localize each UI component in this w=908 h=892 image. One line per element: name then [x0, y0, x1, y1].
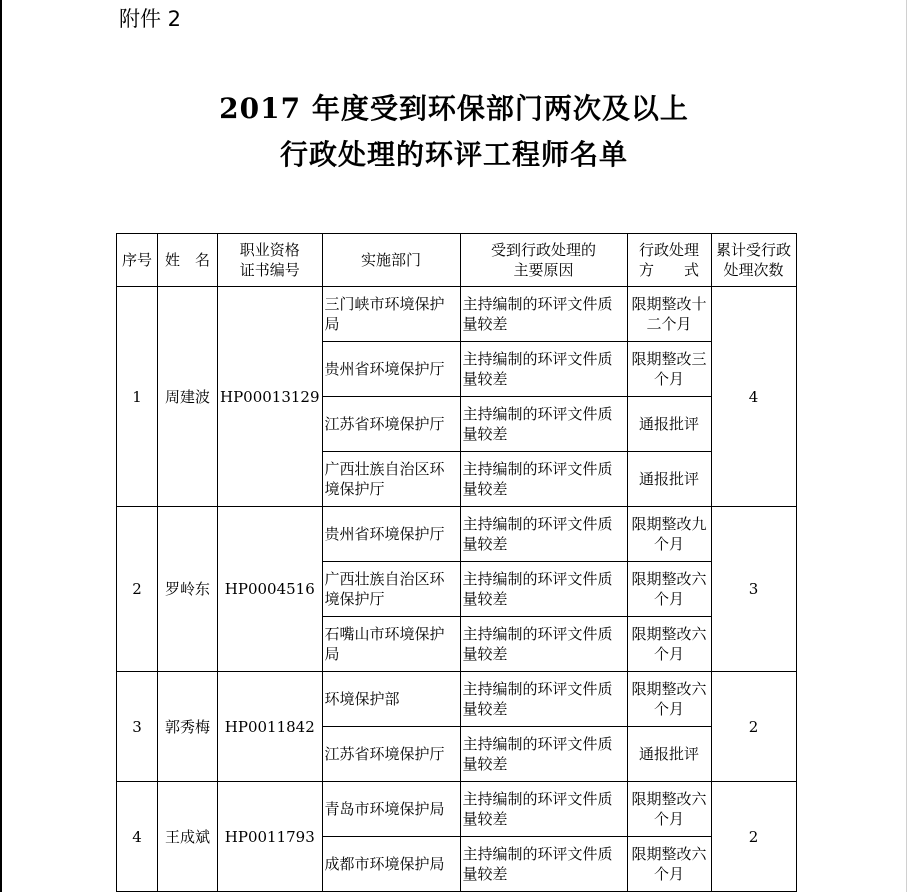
action-reason: 主持编制的环评文件质量较差: [460, 672, 627, 727]
action-dept: 环境保护部: [322, 672, 460, 727]
action-reason: 主持编制的环评文件质量较差: [460, 342, 627, 397]
action-reason: 主持编制的环评文件质量较差: [460, 397, 627, 452]
engineer-cert: HP0011793: [218, 782, 323, 892]
action-method: 通报批评: [627, 397, 711, 452]
header-index: 序号: [117, 234, 158, 287]
action-dept: 江苏省环境保护厅: [322, 397, 460, 452]
engineer-index: 4: [117, 782, 158, 892]
engineer-list-table: [116, 233, 797, 892]
action-reason: 主持编制的环评文件质量较差: [460, 617, 627, 672]
action-reason: 主持编制的环评文件质量较差: [460, 562, 627, 617]
engineer-count: 2: [711, 782, 796, 892]
engineer-count: 3: [711, 507, 796, 672]
page-left-border: [0, 0, 2, 892]
engineer-count: 2: [711, 672, 796, 782]
engineer-index: 2: [117, 507, 158, 672]
table-header-row: [117, 234, 797, 287]
page-right-edge: [906, 0, 907, 892]
engineer-index: 3: [117, 672, 158, 782]
action-method: 通报批评: [627, 727, 711, 782]
engineer-cert: HP0004516: [218, 507, 323, 672]
action-reason: 主持编制的环评文件质量较差: [460, 507, 627, 562]
attachment-label: 附件 2: [119, 7, 182, 31]
action-dept: 成都市环境保护局: [322, 837, 460, 892]
action-dept: 青岛市环境保护局: [322, 782, 460, 837]
action-dept: 石嘴山市环境保护局: [322, 617, 460, 672]
engineer-name: 王成斌: [158, 782, 218, 892]
action-dept: 三门峡市环境保护局: [322, 287, 460, 342]
engineer-index: 1: [117, 287, 158, 507]
action-method: 限期整改六个月: [627, 837, 711, 892]
header-name: 姓 名: [158, 234, 218, 287]
action-reason: 主持编制的环评文件质量较差: [460, 287, 627, 342]
document-title-line-1: 2017 年度受到环保部门两次及以上: [219, 92, 689, 125]
header-method: 行政处理 方 式: [627, 234, 711, 287]
table-row: [117, 782, 797, 837]
action-method: 限期整改三个月: [627, 342, 711, 397]
engineer-cert: HP00013129: [218, 287, 323, 507]
engineer-name: 郭秀梅: [158, 672, 218, 782]
action-reason: 主持编制的环评文件质量较差: [460, 452, 627, 507]
header-reason: 受到行政处理的 主要原因: [460, 234, 627, 287]
header-cert: 职业资格 证书编号: [218, 234, 323, 287]
engineer-name: 罗岭东: [158, 507, 218, 672]
table-row: [117, 672, 797, 727]
header-count: 累计受行政 处理次数: [711, 234, 796, 287]
action-method: 通报批评: [627, 452, 711, 507]
action-method: 限期整改九个月: [627, 507, 711, 562]
action-reason: 主持编制的环评文件质量较差: [460, 782, 627, 837]
action-method: 限期整改十二个月: [627, 287, 711, 342]
table-row: [117, 507, 797, 562]
header-dept: 实施部门: [322, 234, 460, 287]
action-dept: 贵州省环境保护厅: [322, 507, 460, 562]
action-dept: 江苏省环境保护厅: [322, 727, 460, 782]
action-reason: 主持编制的环评文件质量较差: [460, 727, 627, 782]
action-method: 限期整改六个月: [627, 782, 711, 837]
action-method: 限期整改六个月: [627, 672, 711, 727]
action-dept: 广西壮族自治区环境保护厅: [322, 562, 460, 617]
action-method: 限期整改六个月: [627, 562, 711, 617]
engineer-name: 周建波: [158, 287, 218, 507]
action-dept: 广西壮族自治区环境保护厅: [322, 452, 460, 507]
engineer-count: 4: [711, 287, 796, 507]
document-title-line-2: 行政处理的环评工程师名单: [279, 138, 628, 171]
engineer-cert: HP0011842: [218, 672, 323, 782]
action-method: 限期整改六个月: [627, 617, 711, 672]
action-dept: 贵州省环境保护厅: [322, 342, 460, 397]
action-reason: 主持编制的环评文件质量较差: [460, 837, 627, 892]
table-row: [117, 287, 797, 342]
